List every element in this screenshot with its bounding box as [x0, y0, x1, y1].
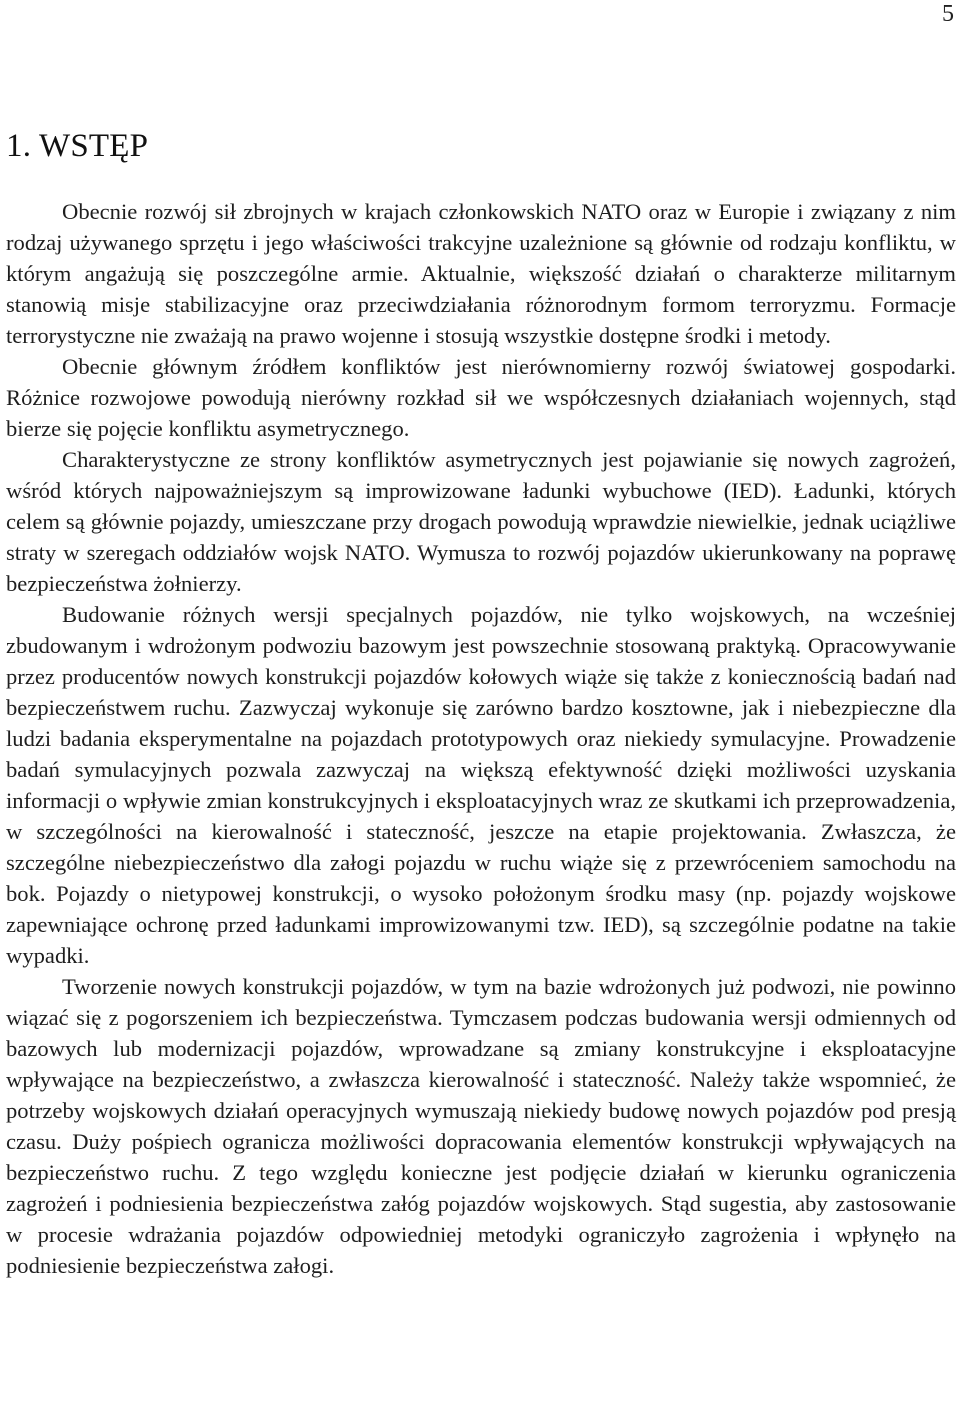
paragraph-asymmetric-threats: Charakterystyczne ze strony konfliktów asymetrycznych jest pojawianie się nowych zagrożeń, wśród których najpoważniejszym są improwizowane ładunki wybuchowe (IED). Ładunki, których celem są głównie pojazdy, umieszczane przy drogach powodują wprawdzie niewielkie, jednak uciążliwe straty w szeregach oddziałów wojsk NATO. Wymusza to rozwój pojazdów ukierunkowany na poprawę bezpieczeństwa żołnierzy. — [6, 447, 956, 596]
paragraph-vehicle-research: Budowanie różnych wersji specjalnych pojazdów, nie tylko wojskowych, na wcześniej zbudowanym i wdrożonym podwoziu bazowym jest powszechnie stosowaną praktyką. Opracowywanie przez producentów nowych konstrukcji pojazdów kołowych wiąże się także z koniecznością badań nad bezpieczeństwem ruchu. Zazwyczaj wykonuje się zarówno bardzo kosztowne, jak i niebezpieczne dla ludzi badania eksperymentalne na pojazdach prototypowych oraz niekiedy symulacyjne. Prowadzenie badań symulacyjnych pozwala zazwyczaj na większą efektywność dzięki możliwości uzyskania informacji o wpływie zmian konstrukcyjnych i eksploatacyjnych wraz ze skutkami ich przeprowadzenia, w szczególności na kierowalność i stateczność, jeszcze na etapie projektowania. Zwłaszcza, że szczególne niebezpieczeństwo dla załogi pojazdu w ruchu wiąże się z przewróceniem samochodu na bok. Pojazdy o nietypowej konstrukcji, o wysoko położonym środku masy (np. pojazdy wojskowe zapewniające ochronę przed ładunkami improwizowanymi tzw. IED), są szczególnie podatne na takie wypadki. — [6, 602, 956, 968]
chapter-body — [6, 196, 956, 1281]
paragraph-intro: Obecnie rozwój sił zbrojnych w krajach członkowskich NATO oraz w Europie i związany z nim rodzaj używanego sprzętu i jego właściwości trakcyjne uzależnione są głównie od rodzaju konfliktu, w którym angażują się poszczególne armie. Aktualnie, większość działań o charakterze militarnym stanowią misje stabilizacyjne oraz przeciwdziałania różnorodnym formom terroryzmu. Formacje terrorystyczne nie zważają na prawo wojenne i stosują wszystkie dostępne środki i metody. — [6, 199, 956, 348]
chapter-title: 1. WSTĘP — [6, 128, 149, 164]
paragraph-economy: Obecnie głównym źródłem konfliktów jest nierównomierny rozwój światowej gospodarki. Różnice rozwojowe powodują nierówny rozkład sił we współczesnych działaniach wojennych, stąd bierze się pojęcie konfliktu asymetrycznego. — [6, 354, 956, 441]
page-number: 5 — [942, 1, 954, 27]
paragraph-new-constructions: Tworzenie nowych konstrukcji pojazdów, w tym na bazie wdrożonych już podwozi, nie powinno wiązać się z pogorszeniem ich bezpieczeństwa. Tymczasem podczas budowania wersji odmiennych od bazowych lub modernizacji pojazdów, wprowadzane są zmiany konstrukcyjne i eksploatacyjne wpływające na bezpieczeństwo, a zwłaszcza kierowalność i stateczność. Należy także wspomnieć, że potrzeby wojskowych działań operacyjnych wymuszają niekiedy budowę nowych pojazdów pod presją czasu. Duży pośpiech ogranicza możliwości dopracowania elementów konstrukcji wpływających na bezpieczeństwo ruchu. Z tego względu konieczne jest podjęcie działań w kierunku ograniczenia zagrożeń i podniesienia bezpieczeństwa załóg pojazdów wojskowych. Stąd sugestia, aby zastosowanie w procesie wdrażania pojazdów odpowiedniej metodyki ograniczyło zagrożenia i wpłynęło na podniesienie bezpieczeństwa załogi. — [6, 974, 956, 1278]
